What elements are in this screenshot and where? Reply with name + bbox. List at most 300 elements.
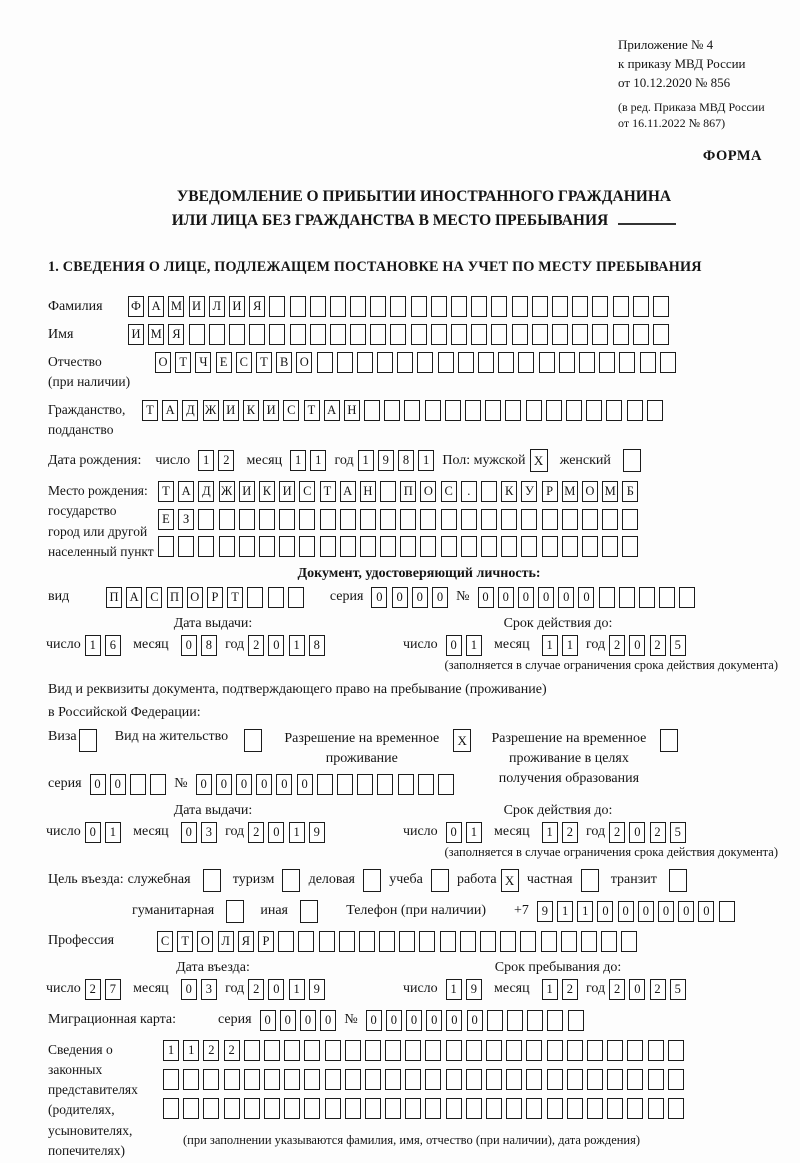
form-cell[interactable] xyxy=(501,536,517,557)
form-cell[interactable] xyxy=(669,869,687,892)
form-cell[interactable] xyxy=(390,324,406,345)
form-cell[interactable] xyxy=(602,536,618,557)
form-cell[interactable] xyxy=(264,1098,280,1119)
form-cell[interactable]: М xyxy=(148,324,164,345)
form-cell[interactable] xyxy=(648,1040,664,1061)
form-cell[interactable] xyxy=(601,931,617,952)
form-cell[interactable] xyxy=(203,1098,219,1119)
form-cell[interactable]: 2 xyxy=(218,450,234,471)
visa-checkbox[interactable] xyxy=(79,729,101,752)
form-cell[interactable] xyxy=(399,931,415,952)
permit-issue-year[interactable] xyxy=(248,822,329,843)
form-cell[interactable] xyxy=(501,509,517,530)
form-cell[interactable] xyxy=(446,1069,462,1090)
form-cell[interactable]: М xyxy=(602,481,618,502)
form-cell[interactable]: 8 xyxy=(309,635,325,656)
form-cell[interactable] xyxy=(269,324,285,345)
form-cell[interactable] xyxy=(648,1069,664,1090)
form-cell[interactable] xyxy=(561,931,577,952)
form-cell[interactable]: М xyxy=(562,481,578,502)
form-cell[interactable] xyxy=(398,774,414,795)
form-cell[interactable]: С xyxy=(441,481,457,502)
form-cell[interactable] xyxy=(559,352,575,373)
purpose-other-checkbox[interactable] xyxy=(300,900,322,923)
stay-year[interactable] xyxy=(609,979,690,1000)
form-cell[interactable]: 2 xyxy=(650,822,666,843)
form-cell[interactable] xyxy=(619,352,635,373)
id-expiry-month[interactable] xyxy=(542,635,582,656)
temp-residence-edu-checkbox[interactable] xyxy=(660,729,682,752)
form-cell[interactable] xyxy=(189,324,205,345)
form-cell[interactable]: 0 xyxy=(638,901,654,922)
form-cell[interactable] xyxy=(527,1010,543,1031)
form-cell[interactable] xyxy=(660,352,676,373)
form-cell[interactable]: А xyxy=(162,400,178,421)
form-cell[interactable]: 1 xyxy=(289,979,305,1000)
form-cell[interactable]: 0 xyxy=(658,901,674,922)
migration-number-input[interactable] xyxy=(366,1010,588,1031)
purpose-tourism-checkbox[interactable] xyxy=(282,869,304,892)
form-cell[interactable] xyxy=(364,400,380,421)
form-cell[interactable] xyxy=(613,296,629,317)
form-cell[interactable] xyxy=(320,536,336,557)
form-cell[interactable] xyxy=(417,352,433,373)
form-cell[interactable] xyxy=(660,729,678,752)
sex-male-checkbox[interactable] xyxy=(530,449,552,472)
form-cell[interactable]: 0 xyxy=(446,635,462,656)
form-cell[interactable] xyxy=(542,509,558,530)
form-cell[interactable]: Т xyxy=(177,931,193,952)
form-cell[interactable]: 0 xyxy=(371,587,387,608)
purpose-business-checkbox[interactable] xyxy=(363,869,385,892)
form-cell[interactable] xyxy=(359,931,375,952)
form-cell[interactable] xyxy=(446,1098,462,1119)
form-cell[interactable] xyxy=(668,1040,684,1061)
form-cell[interactable] xyxy=(441,509,457,530)
form-cell[interactable] xyxy=(500,931,516,952)
form-cell[interactable] xyxy=(384,400,400,421)
form-cell[interactable] xyxy=(360,536,376,557)
form-cell[interactable] xyxy=(269,296,285,317)
form-cell[interactable] xyxy=(299,536,315,557)
form-cell[interactable] xyxy=(79,729,97,752)
form-cell[interactable]: 1 xyxy=(466,635,482,656)
form-cell[interactable]: 1 xyxy=(198,450,214,471)
form-cell[interactable] xyxy=(627,400,643,421)
form-cell[interactable] xyxy=(290,296,306,317)
form-cell[interactable] xyxy=(505,400,521,421)
form-cell[interactable] xyxy=(619,587,635,608)
form-cell[interactable] xyxy=(566,400,582,421)
form-cell[interactable]: А xyxy=(340,481,356,502)
form-cell[interactable]: О xyxy=(582,481,598,502)
form-cell[interactable]: 0 xyxy=(256,774,272,795)
residence-permit-checkbox[interactable] xyxy=(244,729,266,752)
doc-number-input[interactable] xyxy=(478,587,700,608)
form-cell[interactable] xyxy=(485,400,501,421)
form-cell[interactable] xyxy=(607,1098,623,1119)
form-cell[interactable]: 2 xyxy=(562,822,578,843)
form-cell[interactable] xyxy=(317,774,333,795)
form-cell[interactable]: 6 xyxy=(105,635,121,656)
form-cell[interactable] xyxy=(229,324,245,345)
form-cell[interactable] xyxy=(340,509,356,530)
form-cell[interactable] xyxy=(621,931,637,952)
form-cell[interactable] xyxy=(547,1098,563,1119)
form-cell[interactable] xyxy=(487,1010,503,1031)
form-cell[interactable]: Т xyxy=(320,481,336,502)
form-cell[interactable] xyxy=(647,400,663,421)
form-cell[interactable]: И xyxy=(128,324,144,345)
form-cell[interactable]: 0 xyxy=(478,587,494,608)
form-cell[interactable] xyxy=(400,536,416,557)
form-cell[interactable]: 0 xyxy=(629,979,645,1000)
form-cell[interactable]: . xyxy=(461,481,477,502)
form-cell[interactable] xyxy=(572,296,588,317)
form-cell[interactable] xyxy=(451,296,467,317)
form-cell[interactable]: 2 xyxy=(224,1040,240,1061)
form-cell[interactable] xyxy=(491,296,507,317)
form-cell[interactable]: 1 xyxy=(577,901,593,922)
form-cell[interactable] xyxy=(481,509,497,530)
form-cell[interactable]: О xyxy=(155,352,171,373)
form-cell[interactable]: 0 xyxy=(300,1010,316,1031)
form-cell[interactable] xyxy=(480,931,496,952)
form-cell[interactable] xyxy=(304,1069,320,1090)
form-cell[interactable] xyxy=(599,352,615,373)
form-cell[interactable] xyxy=(337,352,353,373)
form-cell[interactable]: 1 xyxy=(289,822,305,843)
form-cell[interactable]: 5 xyxy=(670,635,686,656)
form-cell[interactable] xyxy=(224,1069,240,1090)
form-cell[interactable] xyxy=(264,1040,280,1061)
form-cell[interactable]: Я xyxy=(249,296,265,317)
form-cell[interactable]: 8 xyxy=(398,450,414,471)
form-cell[interactable] xyxy=(279,536,295,557)
form-cell[interactable]: X xyxy=(501,869,519,892)
form-cell[interactable]: 1 xyxy=(310,450,326,471)
form-cell[interactable]: У xyxy=(521,481,537,502)
form-cell[interactable] xyxy=(377,774,393,795)
form-cell[interactable]: 0 xyxy=(698,901,714,922)
form-cell[interactable] xyxy=(360,509,376,530)
form-cell[interactable] xyxy=(592,296,608,317)
form-cell[interactable] xyxy=(370,324,386,345)
citizenship-input[interactable] xyxy=(142,400,667,421)
form-cell[interactable]: 0 xyxy=(446,822,462,843)
form-cell[interactable] xyxy=(325,1040,341,1061)
form-cell[interactable]: 2 xyxy=(248,822,264,843)
sex-female-checkbox[interactable] xyxy=(623,449,645,472)
form-cell[interactable] xyxy=(526,1098,542,1119)
form-cell[interactable] xyxy=(653,296,669,317)
form-cell[interactable] xyxy=(380,509,396,530)
form-cell[interactable]: 0 xyxy=(85,822,101,843)
form-cell[interactable]: 9 xyxy=(466,979,482,1000)
form-cell[interactable] xyxy=(209,324,225,345)
form-cell[interactable]: 5 xyxy=(670,979,686,1000)
form-cell[interactable] xyxy=(224,1098,240,1119)
form-cell[interactable]: 0 xyxy=(90,774,106,795)
entry-year[interactable] xyxy=(248,979,329,1000)
form-cell[interactable]: Д xyxy=(198,481,214,502)
birth-place-input-row2[interactable] xyxy=(158,509,643,530)
permit-expiry-month[interactable] xyxy=(542,822,582,843)
form-cell[interactable] xyxy=(203,1069,219,1090)
form-cell[interactable] xyxy=(330,324,346,345)
form-cell[interactable]: К xyxy=(501,481,517,502)
form-cell[interactable] xyxy=(380,536,396,557)
form-cell[interactable]: 0 xyxy=(268,635,284,656)
form-cell[interactable]: X xyxy=(530,449,548,472)
form-cell[interactable] xyxy=(627,1069,643,1090)
permit-series-input[interactable] xyxy=(90,774,171,795)
form-cell[interactable]: 2 xyxy=(85,979,101,1000)
form-cell[interactable]: Е xyxy=(158,509,174,530)
form-cell[interactable]: А xyxy=(178,481,194,502)
form-cell[interactable] xyxy=(446,1040,462,1061)
form-cell[interactable] xyxy=(506,1069,522,1090)
form-cell[interactable]: С xyxy=(283,400,299,421)
form-cell[interactable] xyxy=(219,509,235,530)
form-cell[interactable] xyxy=(320,509,336,530)
form-cell[interactable]: Ж xyxy=(219,481,235,502)
form-cell[interactable] xyxy=(461,509,477,530)
form-cell[interactable]: 0 xyxy=(558,587,574,608)
form-cell[interactable] xyxy=(461,536,477,557)
form-cell[interactable] xyxy=(506,1040,522,1061)
form-cell[interactable] xyxy=(526,1069,542,1090)
form-cell[interactable]: 2 xyxy=(650,979,666,1000)
form-cell[interactable]: Б xyxy=(622,481,638,502)
form-cell[interactable]: 1 xyxy=(542,979,558,1000)
form-cell[interactable]: А xyxy=(148,296,164,317)
form-cell[interactable]: 0 xyxy=(181,822,197,843)
form-cell[interactable] xyxy=(542,536,558,557)
form-cell[interactable]: 0 xyxy=(181,635,197,656)
form-cell[interactable]: 2 xyxy=(650,635,666,656)
form-cell[interactable] xyxy=(279,509,295,530)
form-cell[interactable] xyxy=(441,536,457,557)
form-cell[interactable]: 1 xyxy=(358,450,374,471)
form-cell[interactable] xyxy=(239,536,255,557)
surname-input[interactable] xyxy=(128,296,673,317)
permit-issue-day[interactable] xyxy=(85,822,125,843)
form-cell[interactable] xyxy=(653,324,669,345)
form-cell[interactable] xyxy=(552,296,568,317)
form-cell[interactable]: О xyxy=(197,931,213,952)
form-cell[interactable] xyxy=(150,774,166,795)
form-cell[interactable] xyxy=(377,352,393,373)
form-cell[interactable]: Р xyxy=(207,587,223,608)
form-cell[interactable] xyxy=(282,869,300,892)
form-cell[interactable] xyxy=(458,352,474,373)
form-cell[interactable] xyxy=(466,1069,482,1090)
form-cell[interactable]: 0 xyxy=(518,587,534,608)
form-cell[interactable] xyxy=(547,1069,563,1090)
form-cell[interactable]: 9 xyxy=(537,901,553,922)
form-cell[interactable] xyxy=(445,400,461,421)
representatives-input-row2[interactable] xyxy=(163,1069,688,1090)
form-cell[interactable] xyxy=(466,1040,482,1061)
form-cell[interactable]: 1 xyxy=(105,822,121,843)
form-cell[interactable]: С xyxy=(157,931,173,952)
form-cell[interactable] xyxy=(350,296,366,317)
doc-type-input[interactable] xyxy=(106,587,308,608)
form-cell[interactable]: Н xyxy=(344,400,360,421)
form-cell[interactable] xyxy=(478,352,494,373)
form-cell[interactable] xyxy=(518,352,534,373)
form-cell[interactable] xyxy=(562,509,578,530)
form-cell[interactable]: 1 xyxy=(542,635,558,656)
id-expiry-day[interactable] xyxy=(446,635,486,656)
form-cell[interactable] xyxy=(506,1098,522,1119)
form-cell[interactable] xyxy=(219,536,235,557)
form-cell[interactable] xyxy=(405,1040,421,1061)
birth-month-input[interactable] xyxy=(290,450,330,471)
form-cell[interactable] xyxy=(586,400,602,421)
form-cell[interactable] xyxy=(380,481,396,502)
form-cell[interactable] xyxy=(404,400,420,421)
form-cell[interactable] xyxy=(163,1069,179,1090)
representatives-input-row1[interactable] xyxy=(163,1040,688,1061)
form-cell[interactable]: 1 xyxy=(85,635,101,656)
form-cell[interactable] xyxy=(679,587,695,608)
form-cell[interactable] xyxy=(244,1098,260,1119)
migration-series-input[interactable] xyxy=(260,1010,341,1031)
profession-input[interactable] xyxy=(157,931,642,952)
form-cell[interactable]: 0 xyxy=(412,587,428,608)
form-cell[interactable] xyxy=(350,324,366,345)
birth-place-input-row1[interactable] xyxy=(158,481,643,502)
form-cell[interactable] xyxy=(481,481,497,502)
form-cell[interactable] xyxy=(587,1040,603,1061)
form-cell[interactable] xyxy=(340,536,356,557)
form-cell[interactable] xyxy=(385,1098,401,1119)
form-cell[interactable] xyxy=(602,509,618,530)
form-cell[interactable] xyxy=(526,1040,542,1061)
form-cell[interactable]: 1 xyxy=(418,450,434,471)
form-cell[interactable] xyxy=(582,509,598,530)
form-cell[interactable]: 0 xyxy=(268,822,284,843)
form-cell[interactable] xyxy=(572,324,588,345)
form-cell[interactable]: 0 xyxy=(392,587,408,608)
form-cell[interactable]: Л xyxy=(218,931,234,952)
form-cell[interactable] xyxy=(431,324,447,345)
form-cell[interactable]: X xyxy=(453,729,471,752)
form-cell[interactable] xyxy=(623,449,641,472)
form-cell[interactable]: 1 xyxy=(562,635,578,656)
form-cell[interactable] xyxy=(521,536,537,557)
form-cell[interactable]: 0 xyxy=(618,901,634,922)
form-cell[interactable]: Д xyxy=(182,400,198,421)
form-cell[interactable] xyxy=(385,1040,401,1061)
form-cell[interactable]: 7 xyxy=(105,979,121,1000)
form-cell[interactable] xyxy=(325,1098,341,1119)
form-cell[interactable] xyxy=(400,509,416,530)
form-cell[interactable]: 1 xyxy=(289,635,305,656)
birth-place-input-row3[interactable] xyxy=(158,536,643,557)
form-cell[interactable] xyxy=(521,509,537,530)
form-cell[interactable] xyxy=(418,774,434,795)
form-cell[interactable] xyxy=(567,1040,583,1061)
form-cell[interactable] xyxy=(345,1040,361,1061)
form-cell[interactable]: 1 xyxy=(557,901,573,922)
form-cell[interactable]: 0 xyxy=(320,1010,336,1031)
form-cell[interactable]: 0 xyxy=(196,774,212,795)
form-cell[interactable] xyxy=(592,324,608,345)
form-cell[interactable] xyxy=(298,931,314,952)
form-cell[interactable]: 0 xyxy=(236,774,252,795)
form-cell[interactable]: О xyxy=(296,352,312,373)
form-cell[interactable] xyxy=(420,536,436,557)
form-cell[interactable] xyxy=(411,324,427,345)
form-cell[interactable] xyxy=(567,1069,583,1090)
form-cell[interactable] xyxy=(397,352,413,373)
form-cell[interactable]: 0 xyxy=(386,1010,402,1031)
form-cell[interactable]: 1 xyxy=(466,822,482,843)
form-cell[interactable] xyxy=(244,729,262,752)
form-cell[interactable] xyxy=(581,869,599,892)
form-cell[interactable] xyxy=(363,869,381,892)
form-cell[interactable] xyxy=(419,931,435,952)
title-blank-underline[interactable] xyxy=(618,211,676,225)
form-cell[interactable] xyxy=(520,931,536,952)
representatives-input-row3[interactable] xyxy=(163,1098,688,1119)
form-cell[interactable] xyxy=(547,1010,563,1031)
form-cell[interactable] xyxy=(466,1098,482,1119)
form-cell[interactable]: Т xyxy=(158,481,174,502)
form-cell[interactable] xyxy=(481,536,497,557)
form-cell[interactable] xyxy=(198,536,214,557)
patronymic-input[interactable] xyxy=(155,352,680,373)
form-cell[interactable] xyxy=(512,324,528,345)
form-cell[interactable] xyxy=(244,1069,260,1090)
form-cell[interactable]: 0 xyxy=(110,774,126,795)
birth-year-input[interactable] xyxy=(358,450,439,471)
form-cell[interactable] xyxy=(607,1040,623,1061)
form-cell[interactable] xyxy=(640,352,656,373)
id-issue-day[interactable] xyxy=(85,635,125,656)
form-cell[interactable]: 0 xyxy=(629,635,645,656)
form-cell[interactable] xyxy=(471,324,487,345)
id-issue-month[interactable] xyxy=(181,635,221,656)
permit-issue-month[interactable] xyxy=(181,822,221,843)
form-cell[interactable]: 2 xyxy=(562,979,578,1000)
form-cell[interactable] xyxy=(512,296,528,317)
form-cell[interactable] xyxy=(613,324,629,345)
form-cell[interactable]: И xyxy=(189,296,205,317)
form-cell[interactable] xyxy=(357,352,373,373)
form-cell[interactable]: Р xyxy=(258,931,274,952)
form-cell[interactable] xyxy=(627,1098,643,1119)
form-cell[interactable]: 3 xyxy=(201,979,217,1000)
form-cell[interactable]: Т xyxy=(175,352,191,373)
form-cell[interactable] xyxy=(607,1069,623,1090)
form-cell[interactable] xyxy=(582,536,598,557)
form-cell[interactable] xyxy=(440,931,456,952)
form-cell[interactable] xyxy=(438,774,454,795)
form-cell[interactable] xyxy=(451,324,467,345)
form-cell[interactable] xyxy=(317,352,333,373)
form-cell[interactable] xyxy=(178,536,194,557)
form-cell[interactable]: Ж xyxy=(203,400,219,421)
form-cell[interactable] xyxy=(431,296,447,317)
form-cell[interactable] xyxy=(633,296,649,317)
form-cell[interactable]: 0 xyxy=(467,1010,483,1031)
form-cell[interactable] xyxy=(405,1069,421,1090)
form-cell[interactable]: И xyxy=(279,481,295,502)
